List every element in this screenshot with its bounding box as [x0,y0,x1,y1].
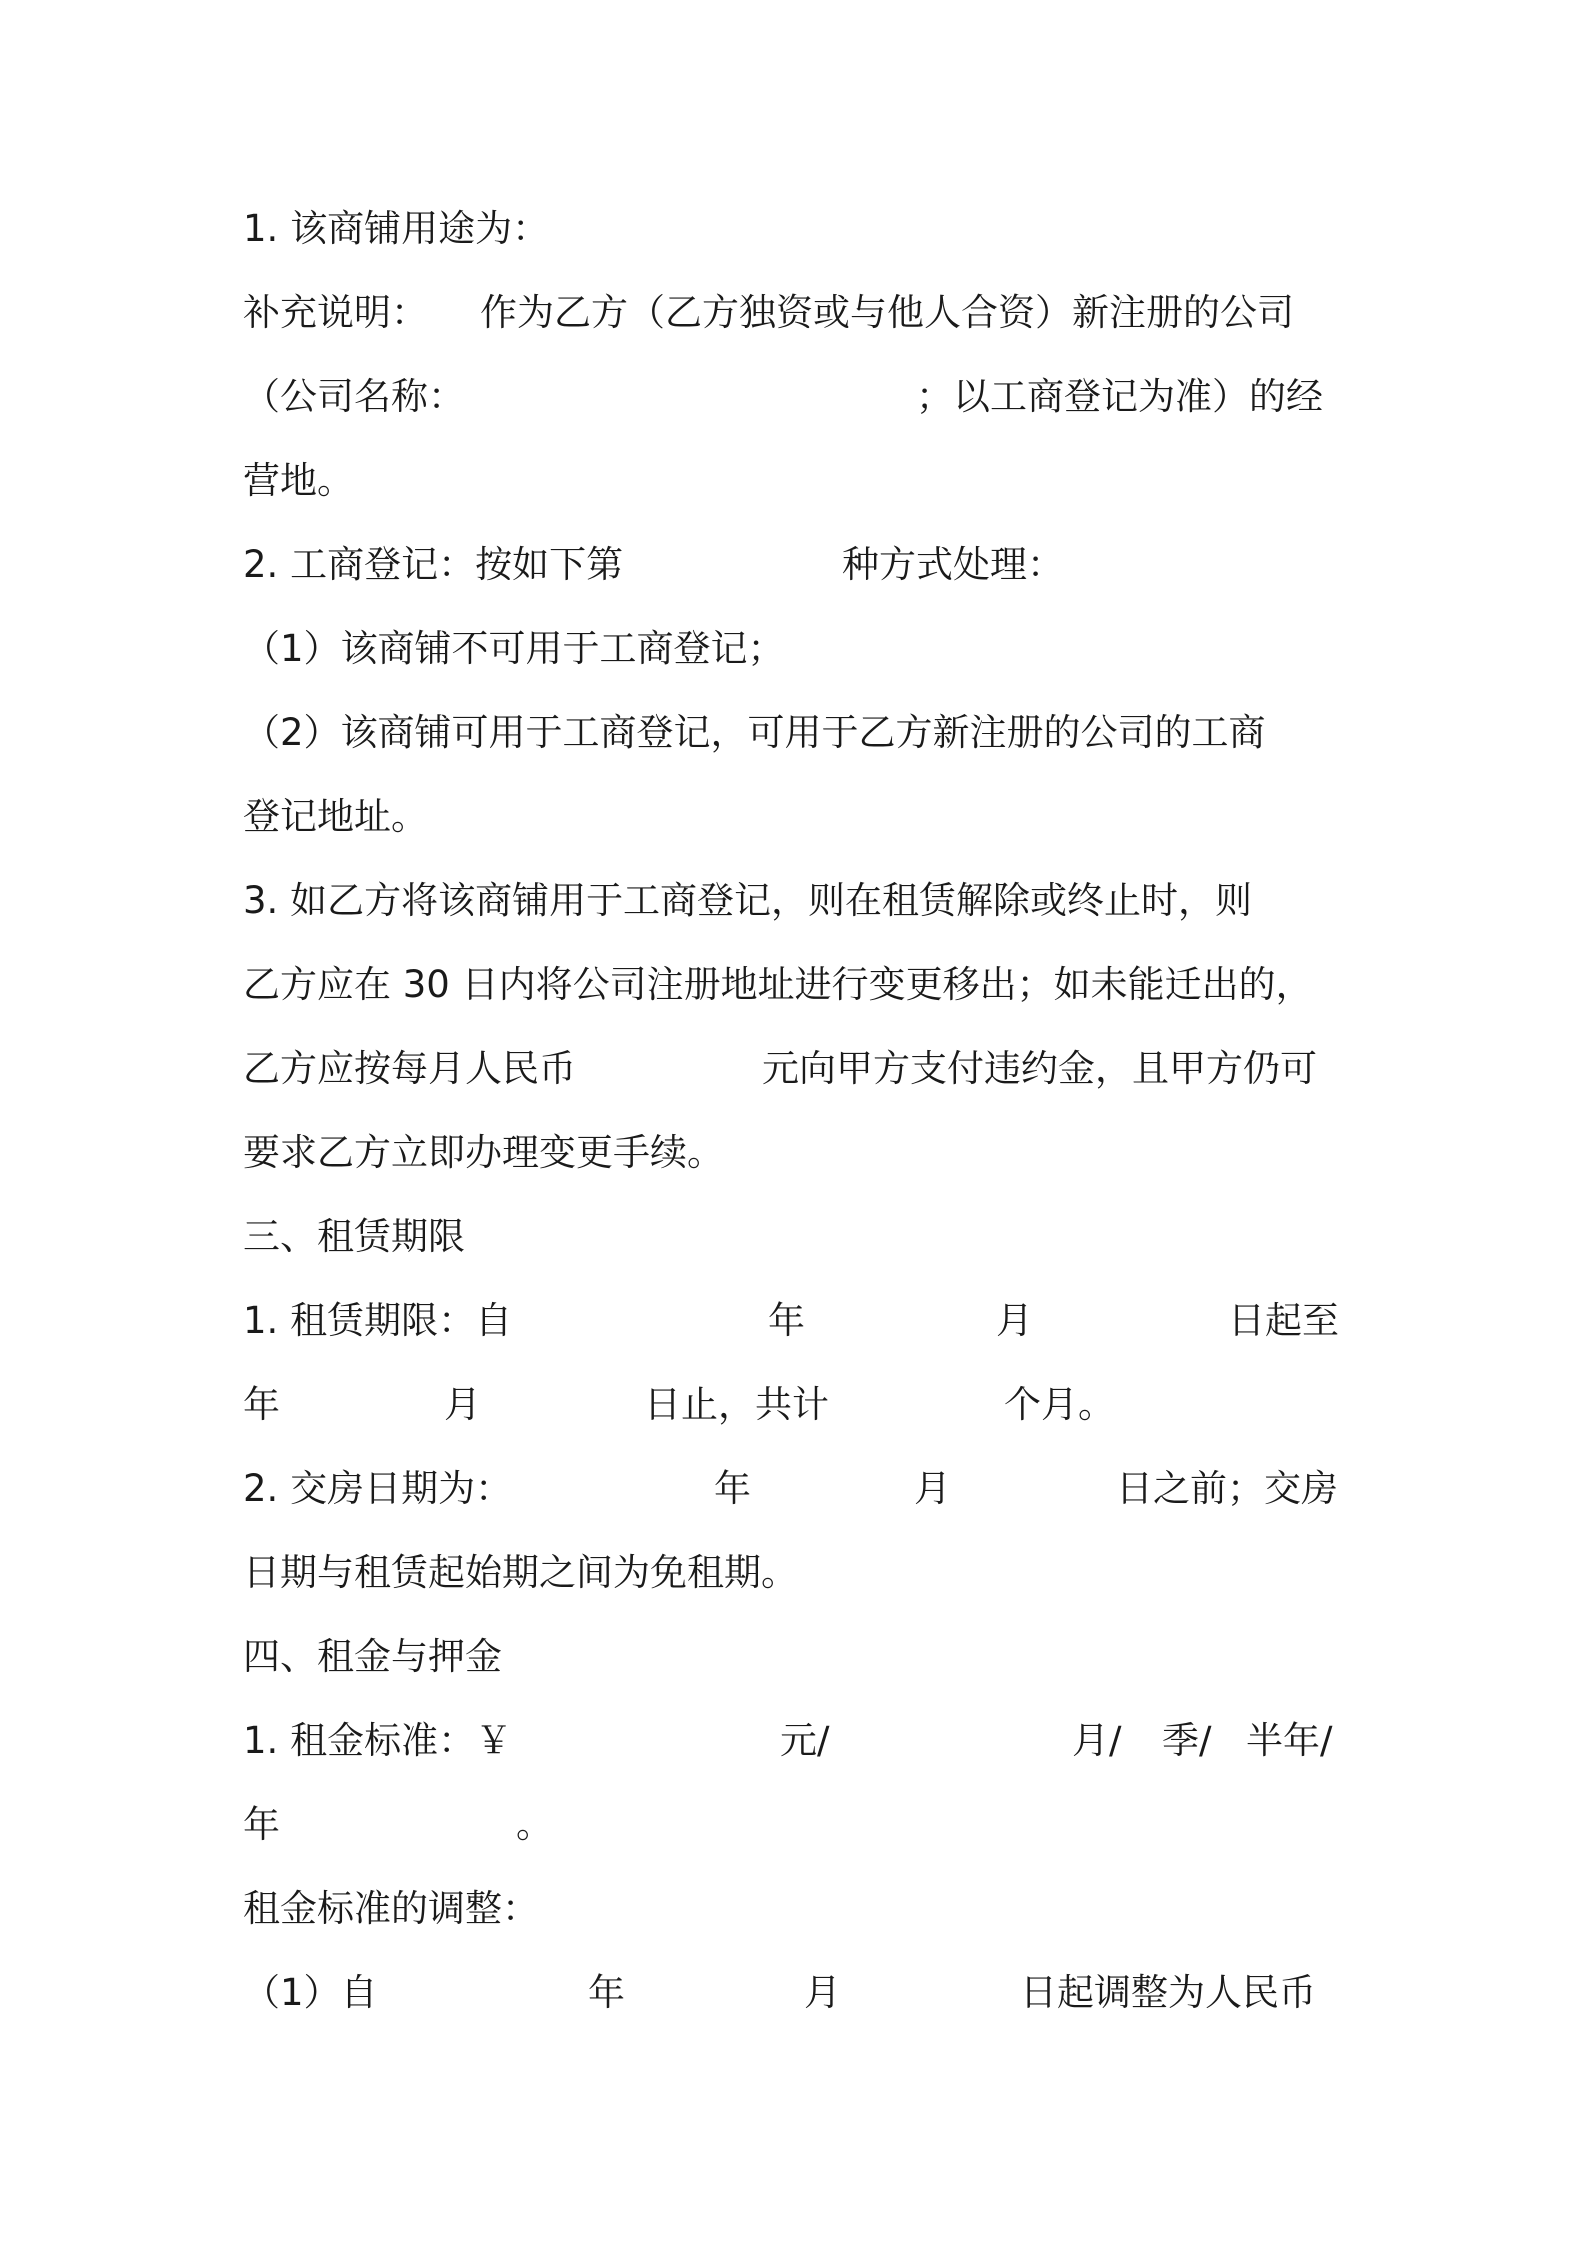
text-segment: 年 [243,1803,280,1846]
text-segment: 1. 该商铺用途为： [243,207,550,250]
text-segment: 要求乙方立即办理变更手续。 [243,1131,724,1174]
text-segment: 月 [996,1299,1033,1342]
text-segment: 日期与租赁起始期之间为免租期。 [243,1551,798,1594]
text-segment: 日之前；交房 [1116,1467,1338,1510]
text-segment: 乙方应按每月人民币 [243,1047,576,1090]
text-segment: 租金标准的调整： [243,1887,539,1930]
text-segment: 2. 交房日期为： [243,1467,513,1510]
text-segment: 日止，共计 [644,1383,829,1426]
text-segment: 三、租赁期限 [243,1215,465,1258]
text-segment: 元向甲方支付违约金，且甲方仍可 [762,1047,1317,1090]
text-segment: 月 [444,1383,481,1426]
text-segment: 元/ [780,1719,830,1762]
text-segment: 登记地址。 [243,795,428,838]
text-segment: 作为乙方（乙方独资或与他人合资）新注册的公司 [480,291,1294,334]
text-segment: ；以工商登记为准）的经 [916,375,1323,418]
text-segment: 年 [768,1299,805,1342]
text-segment: 日起至 [1228,1299,1339,1342]
text-segment: 年 [243,1383,280,1426]
text-segment: （公司名称： [243,375,465,418]
text-segment: 。 [516,1803,553,1846]
text-segment: 1. 租金标准：￥ [243,1719,513,1762]
text-segment: 月 [914,1467,951,1510]
text-segment: 3. 如乙方将该商铺用于工商登记，则在租赁解除或终止时，则 [243,879,1253,922]
text-segment: 营地。 [243,459,354,502]
text-segment: 1. 租赁期限：自 [243,1299,513,1342]
text-segment: （1）自 [243,1971,378,2014]
text-segment: 种方式处理： [842,543,1064,586]
text-segment: 个月。 [1004,1383,1115,1426]
text-segment: （2）该商铺可用于工商登记，可用于乙方新注册的公司的工商 [243,711,1266,754]
text-segment: 补充说明： [243,291,428,334]
text-segment: 月 [804,1971,841,2014]
text-segment: 四、租金与押金 [243,1635,502,1678]
text-segment: 年 [714,1467,751,1510]
text-segment: 2. 工商登记：按如下第 [243,543,624,586]
text-segment: 半年/ [1246,1719,1333,1762]
text-segment: 乙方应在 30 日内将公司注册地址进行变更移出；如未能迁出的， [243,963,1313,1006]
text-segment: 月/ [1072,1719,1122,1762]
text-segment: （1）该商铺不可用于工商登记； [243,627,785,670]
text-segment: 日起调整为人民币 [1020,1971,1316,2014]
text-segment: 年 [588,1971,625,2014]
text-segment: 季/ [1162,1719,1212,1762]
